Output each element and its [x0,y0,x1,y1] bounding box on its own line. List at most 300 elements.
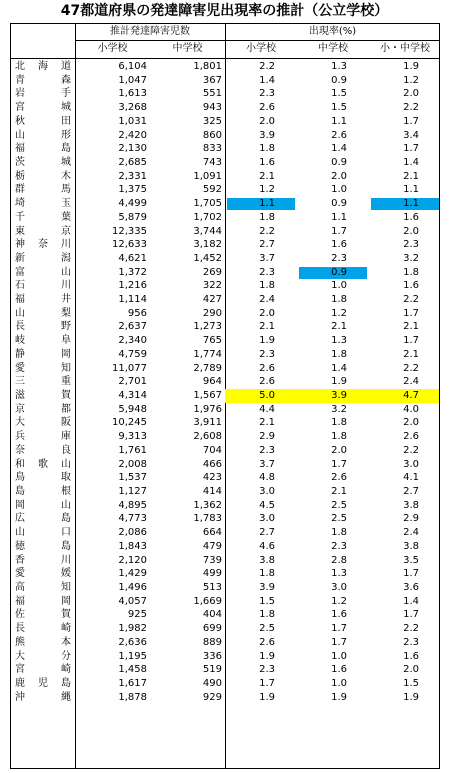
prefecture-name: 栃木 [15,170,71,182]
table-row [11,60,439,74]
ms-count-cell: 889 [202,636,222,648]
es-rate-cell: 1.9 [259,650,275,662]
es-rate-cell: 3.7 [259,252,275,264]
es-rate-cell: 2.0 [259,307,275,319]
ms-rate-cell: 1.2 [331,307,347,319]
total-rate-cell: 1.8 [403,266,419,278]
table-row [11,320,439,334]
ms-rate-cell: 1.1 [331,211,347,223]
ms-count-cell: 513 [202,581,222,593]
es-rate-cell: 2.1 [259,417,275,429]
es-count-cell: 2,701 [118,376,147,388]
total-rate-cell: 4.7 [403,390,419,402]
es-count-cell: 6,104 [118,61,147,72]
header-es-count: 小学校 [97,43,128,54]
es-count-cell: 11,077 [112,362,147,374]
prefecture-name: 沖縄 [15,691,71,703]
total-rate-cell: 1.7 [403,609,419,621]
ms-count-cell: 551 [202,88,222,100]
es-count-cell: 9,313 [118,431,147,443]
ms-rate-cell: 1.3 [331,335,347,347]
prefecture-name: 長野 [15,321,71,333]
es-count-cell: 3,268 [118,102,147,114]
table-row [11,458,439,472]
table-row [11,362,439,376]
ms-count-cell: 3,744 [193,225,222,237]
es-rate-cell: 4.5 [259,499,275,511]
table-row [11,416,439,430]
total-rate-cell: 4.1 [403,472,419,484]
ms-rate-cell: 1.8 [331,527,347,539]
es-rate-cell: 3.0 [259,486,275,497]
header-estimated-count: 推計発達障害児数 [110,26,190,37]
es-count-cell: 1,537 [118,472,147,484]
es-count-cell: 1,216 [118,280,147,292]
ms-rate-cell: 2.6 [331,129,347,141]
ms-rate-cell: 1.7 [331,636,347,648]
es-count-cell: 2,331 [118,170,147,182]
total-rate-cell: 2.1 [403,321,419,333]
ms-count-cell: 860 [202,129,222,141]
ms-count-cell: 427 [202,294,222,306]
ms-rate-cell: 1.8 [331,294,347,306]
es-rate-cell: 3.9 [259,129,275,141]
total-rate-cell: 2.2 [403,623,419,635]
es-rate-cell: 2.3 [259,266,275,278]
total-rate-cell: 2.2 [403,444,419,456]
ms-rate-cell: 1.2 [331,595,347,607]
ms-rate-cell: 1.8 [331,417,347,429]
prefecture-name: 奈良 [15,444,71,456]
es-count-cell: 4,314 [118,390,147,402]
table-row [11,622,439,636]
prefecture-name: 鹿児島 [15,677,71,689]
ms-count-cell: 1,801 [193,61,222,72]
ms-count-cell: 765 [202,335,222,347]
ms-count-cell: 1,774 [193,348,222,360]
es-count-cell: 1,982 [118,623,147,635]
table-row [11,334,439,348]
total-rate-cell: 2.2 [403,294,419,306]
table-row [11,691,439,705]
es-rate-cell: 4.8 [259,472,275,484]
total-rate-cell: 1.9 [403,691,419,703]
ms-count-cell: 2,608 [193,431,222,443]
table-row [11,348,439,362]
es-count-cell: 1,047 [118,74,147,86]
ms-rate-cell: 1.1 [331,115,347,127]
ms-rate-cell: 1.4 [331,362,347,374]
es-count-cell: 4,057 [118,595,147,607]
prefecture-name: 三重 [15,376,71,388]
ms-count-cell: 833 [202,143,222,155]
es-count-cell: 1,458 [118,664,147,676]
ms-rate-cell: 1.9 [331,691,347,703]
es-rate-cell: 1.5 [259,595,275,607]
total-rate-cell: 1.7 [403,307,419,319]
prefecture-name: 和歌山 [15,458,71,470]
es-rate-cell: 1.2 [259,184,275,196]
es-count-cell: 5,948 [118,403,147,415]
es-count-cell: 1,761 [118,444,147,456]
es-count-cell: 4,499 [118,198,147,210]
prefecture-name: 山形 [15,129,71,141]
ms-rate-cell: 2.0 [331,444,347,456]
ms-rate-cell: 1.0 [331,677,347,689]
total-rate-cell: 1.2 [403,74,419,86]
total-rate-cell: 2.1 [403,348,419,360]
total-rate-cell: 2.4 [403,527,419,539]
ms-rate-cell: 1.6 [331,664,347,676]
table-row [11,183,439,197]
prefecture-name: 山口 [15,527,71,539]
es-rate-cell: 4.6 [259,540,275,552]
total-rate-cell: 1.7 [403,568,419,580]
total-rate-cell: 2.2 [403,102,419,114]
prefecture-name: 岐阜 [15,335,71,347]
table-row [11,567,439,581]
prefecture-name: 千葉 [15,211,71,223]
es-rate-cell: 1.8 [259,568,275,580]
ms-count-cell: 519 [202,664,222,676]
es-rate-cell: 1.9 [259,691,275,703]
es-count-cell: 10,245 [112,417,147,429]
total-rate-cell: 2.3 [403,636,419,648]
table-row [11,430,439,444]
prefecture-name: 広島 [15,513,71,525]
prefecture-name: 徳島 [15,540,71,552]
ms-count-cell: 1,705 [193,198,222,210]
prefecture-name: 大分 [15,650,71,662]
ms-rate-cell: 1.9 [331,376,347,388]
ms-count-cell: 1,452 [193,252,222,264]
es-rate-cell: 1.6 [259,156,275,168]
es-count-cell: 1,617 [118,677,147,689]
es-rate-cell: 4.4 [259,403,275,415]
es-rate-cell: 3.9 [259,581,275,593]
es-rate-cell: 2.6 [259,636,275,648]
ms-rate-cell: 0.9 [331,266,347,278]
header-total-rate: 小・中学校 [380,43,430,54]
es-count-cell: 1,878 [118,691,147,703]
ms-count-cell: 2,789 [193,362,222,374]
ms-count-cell: 423 [202,472,222,484]
es-count-cell: 1,195 [118,650,147,662]
ms-count-cell: 479 [202,540,222,552]
header-es-rate: 小学校 [246,43,276,54]
total-rate-cell: 2.0 [403,417,419,429]
ms-count-cell: 964 [202,376,222,388]
table-row [11,293,439,307]
ms-rate-cell: 2.3 [331,540,347,552]
ms-count-cell: 1,976 [193,403,222,415]
ms-count-cell: 325 [202,115,222,127]
ms-rate-cell: 1.8 [331,348,347,360]
prefecture-name: 岡山 [15,499,71,511]
table-row [11,238,439,252]
es-count-cell: 2,086 [118,527,147,539]
total-rate-cell: 3.2 [403,252,419,264]
ms-count-cell: 367 [202,74,222,86]
prefecture-name: 東京 [15,225,71,237]
ms-count-cell: 490 [202,677,222,689]
es-count-cell: 1,375 [118,184,147,196]
es-rate-cell: 1.4 [259,74,275,86]
es-rate-cell: 2.6 [259,376,275,388]
prefecture-name: 埼玉 [15,198,71,210]
total-rate-cell: 2.3 [403,239,419,251]
table-row [11,526,439,540]
table-row [11,650,439,664]
total-rate-cell: 1.6 [403,211,419,223]
prefecture-name: 香川 [15,554,71,566]
table-row [11,499,439,513]
es-rate-cell: 2.0 [259,115,275,127]
table-row [11,225,439,239]
table-row [11,279,439,293]
prefecture-name: 福井 [15,294,71,306]
ms-rate-cell: 1.0 [331,650,347,662]
total-rate-cell: 2.6 [403,431,419,443]
es-count-cell: 1,114 [118,294,147,306]
total-rate-cell: 2.0 [403,664,419,676]
es-count-cell: 4,895 [118,499,147,511]
prefecture-name: 静岡 [15,348,71,360]
total-rate-cell: 2.0 [403,88,419,100]
ms-count-cell: 1,362 [193,499,222,511]
es-rate-cell: 2.1 [259,170,275,182]
header-prevalence-rate: 出現率(%) [308,26,357,37]
es-rate-cell: 1.7 [259,677,275,689]
ms-count-cell: 664 [202,527,222,539]
es-rate-cell: 2.5 [259,623,275,635]
prefecture-name: 福島 [15,143,71,155]
ms-rate-cell: 2.8 [331,554,347,566]
total-rate-cell: 3.0 [403,458,419,470]
es-rate-cell: 2.7 [259,239,275,251]
ms-count-cell: 3,911 [193,417,222,429]
total-rate-cell: 3.8 [403,499,419,511]
prefecture-name: 宮崎 [15,664,71,676]
ms-count-cell: 1,702 [193,211,222,223]
ms-count-cell: 1,669 [193,595,222,607]
total-rate-cell: 2.9 [403,513,419,525]
table-row [11,512,439,526]
table-row [11,142,439,156]
es-count-cell: 2,685 [118,156,147,168]
table-row [11,389,439,403]
table-row [11,87,439,101]
table-row [11,129,439,143]
header-ms-count: 中学校 [172,43,203,54]
prefecture-name: 愛知 [15,362,71,374]
ms-rate-cell: 3.9 [331,390,347,402]
ms-count-cell: 929 [202,691,222,703]
header-bottom-border [11,58,439,59]
table-row [11,170,439,184]
ms-rate-cell: 1.7 [331,225,347,237]
prefecture-name: 山梨 [15,307,71,319]
prefecture-name: 福岡 [15,595,71,607]
table-row [11,156,439,170]
ms-count-cell: 1,567 [193,390,222,402]
table-row [11,540,439,554]
total-rate-cell: 2.4 [403,376,419,388]
prefecture-name: 新潟 [15,252,71,264]
ms-rate-cell: 1.5 [331,102,347,114]
total-rate-cell: 2.7 [403,486,419,497]
table-row [11,444,439,458]
table-row [11,74,439,88]
table-row [11,101,439,115]
ms-rate-cell: 3.0 [331,581,347,593]
prefecture-name: 鳥取 [15,472,71,484]
es-rate-cell: 2.3 [259,444,275,456]
ms-count-cell: 943 [202,102,222,114]
es-rate-cell: 3.7 [259,458,275,470]
es-count-cell: 4,621 [118,252,147,264]
prefecture-name: 富山 [15,266,71,278]
es-count-cell: 2,637 [118,321,147,333]
ms-count-cell: 336 [202,650,222,662]
total-rate-cell: 2.0 [403,225,419,237]
table-row [11,677,439,691]
total-rate-cell: 3.8 [403,540,419,552]
table-row [11,211,439,225]
es-count-cell: 1,372 [118,266,147,278]
es-rate-cell: 1.8 [259,609,275,621]
es-count-cell: 2,130 [118,143,147,155]
table-row [11,595,439,609]
prefecture-name: 大阪 [15,417,71,429]
table-row [11,663,439,677]
ms-count-cell: 499 [202,568,222,580]
table-row [11,307,439,321]
es-count-cell: 2,008 [118,458,147,470]
prevalence-table [10,23,440,769]
total-rate-cell: 4.0 [403,403,419,415]
prefecture-name: 石川 [15,280,71,292]
es-count-cell: 1,429 [118,568,147,580]
ms-rate-cell: 2.3 [331,252,347,264]
es-rate-cell: 2.2 [259,225,275,237]
total-rate-cell: 2.2 [403,362,419,374]
es-rate-cell: 2.6 [259,102,275,114]
ms-rate-cell: 1.0 [331,280,347,292]
ms-rate-cell: 3.2 [331,403,347,415]
ms-count-cell: 743 [202,156,222,168]
ms-count-cell: 322 [202,280,222,292]
total-rate-cell: 1.7 [403,143,419,155]
ms-rate-cell: 0.9 [331,198,347,210]
es-rate-cell: 2.1 [259,321,275,333]
table-row [11,554,439,568]
total-rate-cell: 1.9 [403,61,419,72]
es-rate-cell: 2.6 [259,362,275,374]
es-count-cell: 5,879 [118,211,147,223]
es-rate-cell: 1.1 [259,198,275,210]
es-rate-cell: 1.8 [259,211,275,223]
es-rate-cell: 2.7 [259,527,275,539]
header-ms-rate: 中学校 [318,43,348,54]
table-row [11,115,439,129]
ms-rate-cell: 2.5 [331,513,347,525]
ms-count-cell: 404 [202,609,222,621]
total-rate-cell: 3.6 [403,581,419,593]
es-rate-cell: 1.9 [259,335,275,347]
ms-count-cell: 1,783 [193,513,222,525]
ms-rate-cell: 1.3 [331,61,347,72]
es-rate-cell: 2.3 [259,88,275,100]
table-row [11,197,439,211]
prefecture-name: 青森 [15,74,71,86]
es-rate-cell: 2.3 [259,664,275,676]
es-rate-cell: 3.8 [259,554,275,566]
ms-count-cell: 1,273 [193,321,222,333]
ms-rate-cell: 0.9 [331,156,347,168]
table-row [11,266,439,280]
ms-rate-cell: 2.1 [331,486,347,497]
prefecture-name: 秋田 [15,115,71,127]
total-rate-cell: 1.7 [403,115,419,127]
table-row [11,485,439,499]
table-row [11,375,439,389]
ms-rate-cell: 1.7 [331,623,347,635]
table-row [11,471,439,485]
table-row [11,403,439,417]
prefecture-name: 熊本 [15,636,71,648]
ms-count-cell: 704 [202,444,222,456]
ms-rate-cell: 1.6 [331,609,347,621]
total-rate-cell: 1.6 [403,280,419,292]
table-row [11,608,439,622]
total-rate-cell: 1.1 [403,184,419,196]
ms-rate-cell: 1.0 [331,184,347,196]
es-rate-cell: 3.0 [259,513,275,525]
total-rate-cell: 1.6 [403,650,419,662]
es-rate-cell: 2.4 [259,294,275,306]
ms-count-cell: 269 [202,266,222,278]
total-rate-cell: 3.5 [403,554,419,566]
ms-count-cell: 1,091 [193,170,222,182]
total-rate-cell: 1.4 [403,156,419,168]
ms-rate-cell: 0.9 [331,74,347,86]
prefecture-name: 長崎 [15,623,71,635]
es-count-cell: 4,759 [118,348,147,360]
total-rate-cell: 2.1 [403,170,419,182]
prefecture-name: 高知 [15,581,71,593]
es-count-cell: 925 [127,609,147,621]
ms-count-cell: 699 [202,623,222,635]
es-count-cell: 956 [127,307,147,319]
ms-count-cell: 3,182 [193,239,222,251]
ms-rate-cell: 1.6 [331,239,347,251]
prefecture-name: 愛媛 [15,568,71,580]
es-rate-cell: 2.9 [259,431,275,443]
prefecture-name: 京都 [15,403,71,415]
es-rate-cell: 5.0 [259,390,275,402]
total-rate-cell: 1.1 [403,198,419,210]
prefecture-name: 佐賀 [15,609,71,621]
ms-rate-cell: 2.1 [331,321,347,333]
ms-rate-cell: 1.4 [331,143,347,155]
es-count-cell: 1,031 [118,115,147,127]
es-count-cell: 1,496 [118,581,147,593]
ms-rate-cell: 2.0 [331,170,347,182]
es-count-cell: 12,335 [112,225,147,237]
table-row [11,252,439,266]
ms-rate-cell: 2.6 [331,472,347,484]
